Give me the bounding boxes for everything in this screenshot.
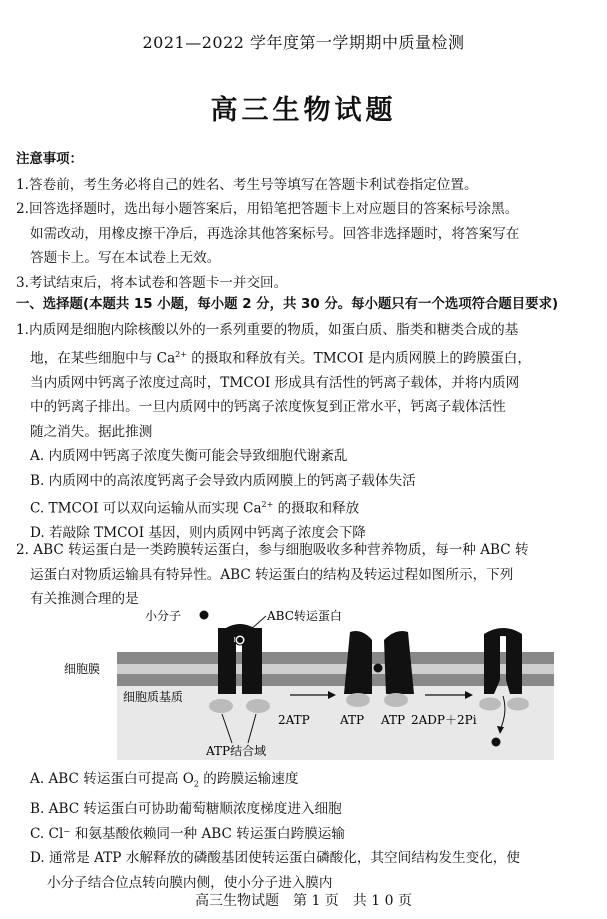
q2-options bbox=[16, 767, 596, 895]
q2-option-b: B. ABC 转运蛋白可协助葡萄糖顺浓度梯度进入细胞 bbox=[30, 801, 342, 818]
subscript: 2 bbox=[193, 779, 199, 789]
note-item: 答题卡上。写在本试卷上无效。 bbox=[30, 250, 221, 266]
label-atp-domain: ATP结合域 bbox=[206, 744, 267, 758]
notes-heading: 注意事项： bbox=[16, 152, 83, 167]
q1-stem-line: 1.内质网是细胞内除核酸以外的一系列重要的物质，如蛋白质、脂类和糖类合成的基 bbox=[16, 322, 519, 338]
abc-transporter-diagram bbox=[0, 600, 607, 770]
q1-stem-line: 当内质网中钙离子浓度过高时，TMCOI 形成具有活性的钙离子载体，并将内质网 bbox=[30, 374, 520, 391]
option-text: 的摄取和释放 bbox=[273, 500, 360, 517]
label-abc-protein: ABC转运蛋白 bbox=[267, 609, 342, 623]
option-text: 的跨膜运输速度 bbox=[198, 771, 299, 787]
q2-option-d: D. 通常是 ATP 水解释放的磷酸基团使转运蛋白磷酸化，其空间结构发生变化，使 bbox=[30, 850, 520, 867]
q2-option-c: C. Cl⁻ 和氨基酸依赖同一种 ABC 转运蛋白跨膜运输 bbox=[30, 825, 345, 842]
label-atp-left: ATP bbox=[340, 713, 365, 727]
option-text: A. ABC 转运蛋白可提高 O bbox=[30, 771, 194, 787]
label-2atp: 2ATP bbox=[278, 713, 310, 727]
q2-option-d-cont: 小分子结合位点转向膜内侧，使小分子进入膜内 bbox=[47, 874, 333, 891]
note-item: 2.回答选择题时，选出每小题答案后，用铅笔把答题卡上对应题目的答案标号涂黑。 bbox=[16, 201, 519, 217]
q1-option-a: A. 内质网中钙离子浓度失衡可能会导致细胞代谢紊乱 bbox=[30, 448, 348, 465]
label-atp-right: ATP bbox=[381, 713, 406, 727]
label-2adp-2pi: 2ADP＋2Pi bbox=[411, 713, 477, 727]
notes-section bbox=[16, 148, 596, 295]
label-cytoplasm: 细胞质基质 bbox=[123, 690, 184, 704]
q2-stem-line: 有关推测合理的是 bbox=[30, 591, 139, 607]
note-item: 3.考试结束后，将本试卷和答题卡一并交回。 bbox=[16, 274, 288, 291]
section-heading: 一、选择题(本题共 15 小题，每小题 2 分，共 30 分。每小题只有一个选项符合题目要求) bbox=[16, 297, 559, 312]
q1-option-c bbox=[16, 493, 596, 521]
q1-stem-line: 中的钙离子排出。一旦内质网中的钙离子浓度恢复到正常水平，钙离子载体活性 bbox=[30, 399, 506, 416]
superscript: 2+ bbox=[261, 500, 274, 510]
released-molecule-dot bbox=[492, 738, 501, 747]
q2-stem-line: 2. ABC 转运蛋白是一类跨膜转运蛋白，参与细胞吸收多种营养物质，每一种 ABC 转 bbox=[16, 542, 529, 558]
q1-stem-text: 地，在某些细胞中与 Ca bbox=[30, 350, 176, 367]
page-footer: 高三生物试题 第 1 页 共 1 0 页 bbox=[195, 893, 412, 909]
q1-stem-line: 随之消失。据此推测 bbox=[30, 423, 153, 440]
year-line: 2021—2022 学年度第一学期期中质量检测 bbox=[142, 33, 465, 52]
q1-option-d: D. 若敲除 TMCOI 基因，则内质网中钙离子浓度会下降 bbox=[30, 525, 366, 542]
option-text: C. TMCOI 可以双向运输从而实现 Ca bbox=[30, 500, 262, 517]
q2-option-a bbox=[16, 767, 596, 797]
exam-title: 高三生物试题 bbox=[210, 95, 397, 126]
q1-option-b: B. 内质网中的高浓度钙离子会导致内质网膜上的钙离子载体失活 bbox=[30, 472, 416, 489]
question-1 bbox=[16, 318, 596, 546]
small-molecule-dot bbox=[200, 611, 209, 620]
label-cell-membrane: 细胞膜 bbox=[64, 662, 101, 676]
superscript: 2+ bbox=[175, 349, 187, 359]
q1-stem-text: 的摄取和释放有关。TMCOI 是内质网膜上的跨膜蛋白， bbox=[186, 350, 531, 367]
section-block bbox=[16, 293, 596, 318]
label-small-molecule: 小分子 bbox=[145, 609, 182, 623]
note-item: 如需改动，用橡皮擦干净后，再选涂其他答案标号。回答非选择题时，将答案写在 bbox=[30, 225, 520, 242]
q2-stem-line: 运蛋白对物质运输具有特异性。ABC 转运蛋白的结构及转运过程如图所示，下列 bbox=[30, 566, 514, 583]
q1-stem-line bbox=[16, 343, 596, 371]
note-item: 1.答卷前，考生务必将自己的姓名、考生号等填写在答题卡利试卷指定位置。 bbox=[16, 176, 478, 193]
